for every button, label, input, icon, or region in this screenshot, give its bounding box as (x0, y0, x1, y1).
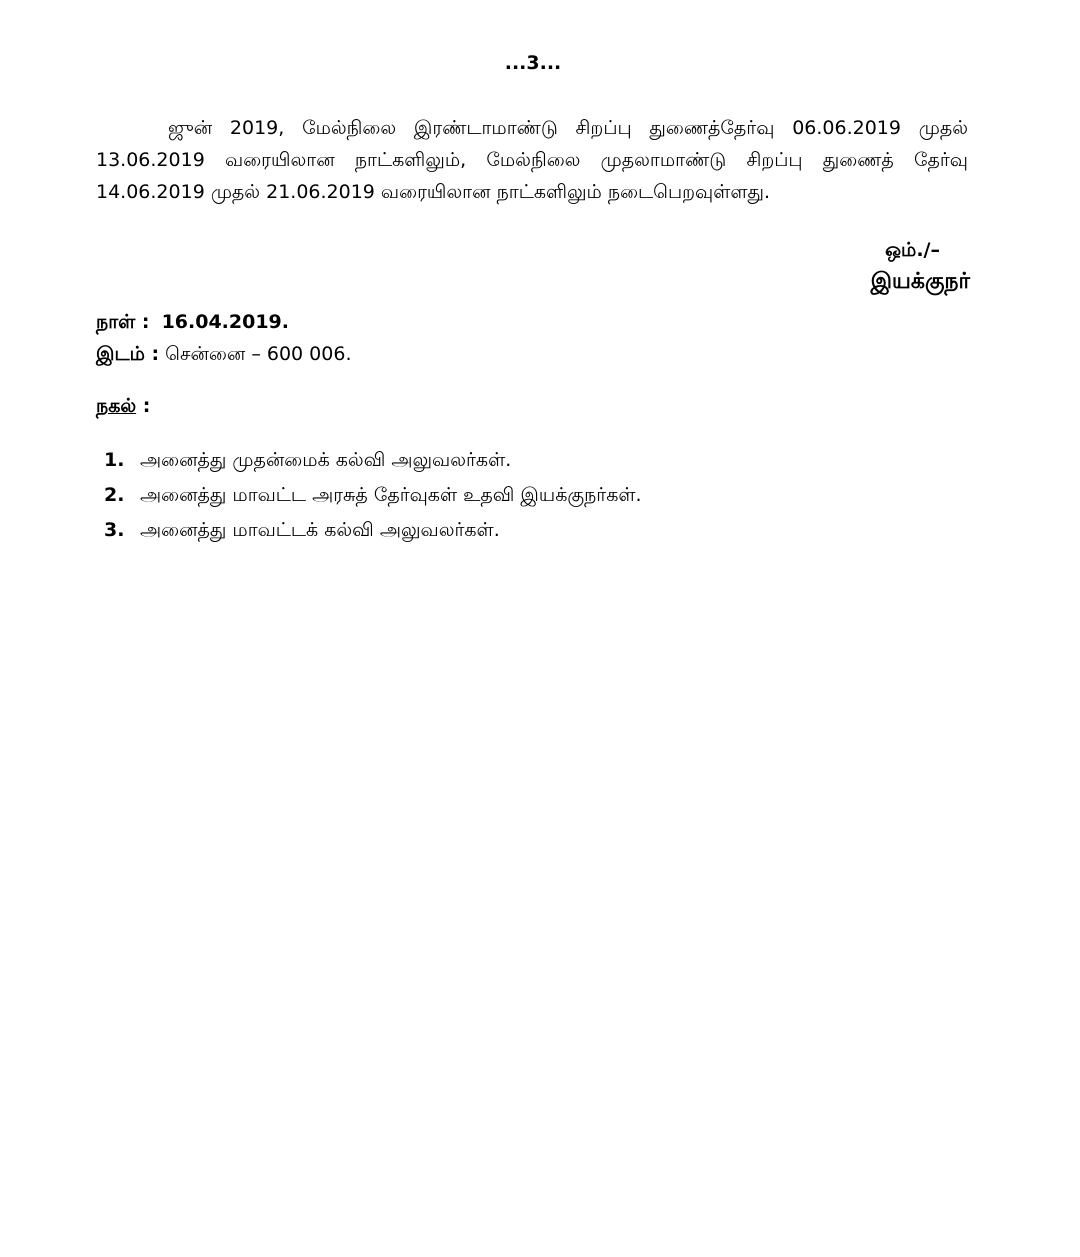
list-item-number: 3. (104, 519, 125, 541)
signature-block (871, 236, 970, 300)
notice-paragraph: ஜுன் 2019, மேல்நிலை இரண்டாமாண்டு சிறப்பு துணைத்தேர்வு 06.06.2019 முதல் 13.06.2019 வரையிலான நாட்களிலும், மேல்நிலை முதலாமாண்டு சிறப்பு துணைத் தேர்வு 14.06.2019 முதல் 21.06.2019 வரையிலான நாட்களிலும் நடைபெறவுள்ளது. (96, 117, 968, 203)
signature-initials: ஒம்./– (885, 239, 940, 261)
list-item-number: 1. (104, 449, 125, 471)
date-value: 16.04.2019. (161, 311, 289, 333)
list-item-text: அனைத்து மாவட்டக் கல்வி அலுவலர்கள். (140, 519, 500, 541)
copy-list (104, 446, 642, 551)
list-item (104, 446, 642, 481)
place-label: இடம் : (96, 343, 160, 365)
place-value: சென்னை – 600 006. (165, 343, 352, 365)
date-row (96, 306, 351, 338)
page-number: ...3... (504, 52, 562, 74)
place-row (96, 338, 351, 370)
signature-designation: இயக்குநர் (870, 269, 970, 294)
list-item-text: அனைத்து மாவட்ட அரசுத் தேர்வுகள் உதவி இயக்குநர்கள். (140, 484, 642, 506)
list-item (104, 481, 642, 516)
copy-heading (96, 392, 150, 420)
date-label: நாள் : (96, 311, 150, 333)
copy-heading-label: நகல் (96, 395, 137, 417)
list-item (104, 516, 642, 551)
date-place-block (96, 306, 351, 370)
copy-heading-colon: : (136, 395, 151, 417)
list-item-text: அனைத்து முதன்மைக் கல்வி அலுவலர்கள். (140, 449, 512, 471)
list-item-number: 2. (104, 484, 125, 506)
